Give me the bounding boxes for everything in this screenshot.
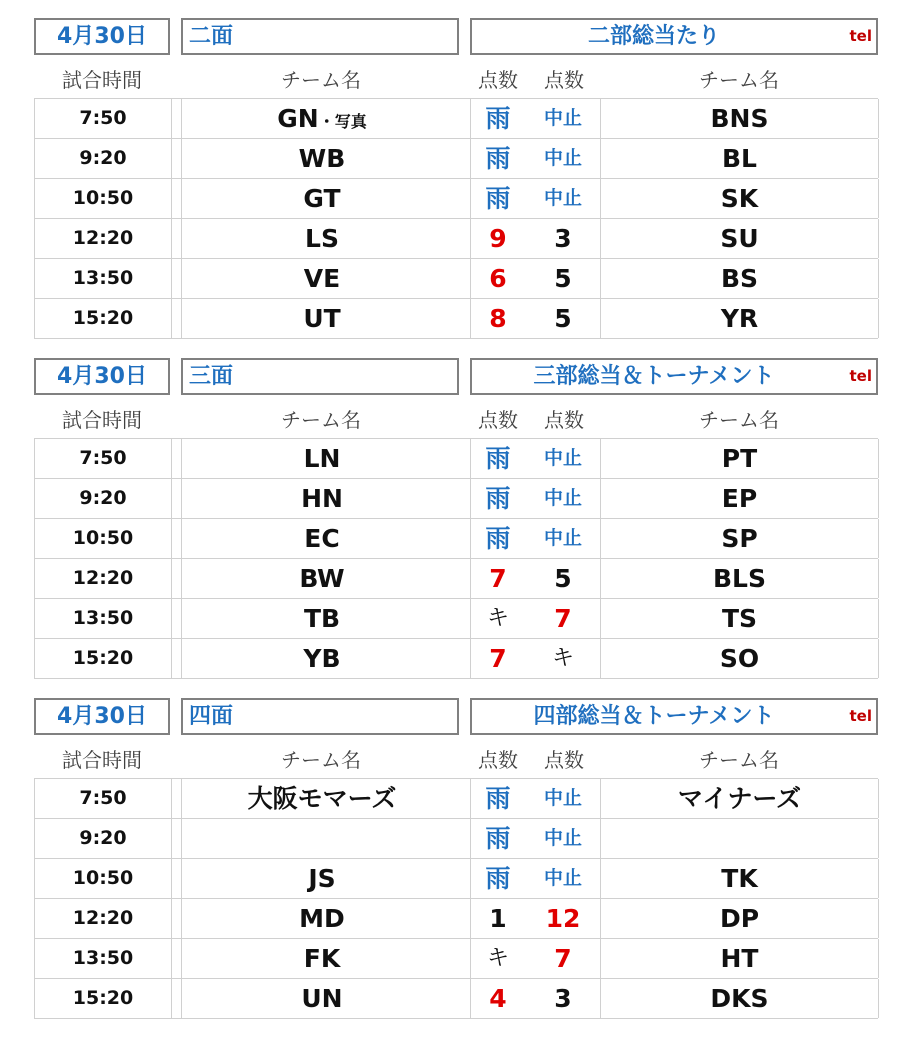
match-time: 7:50 — [34, 99, 171, 138]
score2: 5 — [554, 564, 572, 593]
col-time-header: 試合時間 — [62, 748, 142, 772]
match-time: 9:20 — [34, 139, 171, 178]
col-time-header: 試合時間 — [62, 68, 142, 92]
team1-name: WB — [298, 144, 346, 173]
score1: 9 — [470, 219, 525, 258]
team1-cell — [181, 139, 462, 178]
division-title: 三部総当＆トーナメント — [533, 364, 775, 389]
division-title: 二部総当たり — [587, 24, 720, 49]
table-row — [34, 259, 878, 299]
team1-name: MD — [299, 904, 345, 933]
match-time: 9:20 — [34, 479, 171, 518]
team2-name: SO — [600, 639, 879, 678]
col-team2-header: チーム名 — [699, 748, 779, 772]
col-score2-header: 点数 — [544, 748, 584, 772]
col-score2-header: 点数 — [544, 68, 584, 92]
match-time: 15:20 — [34, 639, 171, 678]
col-team1-header: チーム名 — [281, 68, 361, 92]
results-table — [34, 438, 878, 679]
division-header — [470, 18, 878, 55]
col-team2-header: チーム名 — [699, 68, 779, 92]
team1-note: ・写真 — [318, 112, 367, 131]
team1-name: TB — [303, 604, 341, 633]
table-row — [34, 599, 878, 639]
team1-cell — [181, 779, 462, 818]
team2-name: PT — [600, 439, 879, 478]
table-row — [34, 819, 878, 859]
team2-name: SK — [600, 179, 879, 218]
team1-cell — [181, 639, 462, 678]
score1: 雨 — [470, 479, 525, 518]
tel-link[interactable]: tel — [849, 707, 872, 725]
col-team1-header: チーム名 — [281, 408, 361, 432]
col-team1-header: チーム名 — [281, 748, 361, 772]
score2: 中止 — [543, 867, 582, 889]
team1-name: VE — [303, 264, 341, 293]
match-time: 10:50 — [34, 519, 171, 558]
score1: 6 — [470, 259, 525, 298]
table-row — [34, 779, 878, 819]
match-time: 12:20 — [34, 899, 171, 938]
score1: 雨 — [470, 99, 525, 138]
score2: 3 — [554, 224, 572, 253]
team1-name: LS — [305, 224, 339, 253]
team1-cell — [181, 299, 462, 338]
col-score1-header: 点数 — [478, 68, 518, 92]
match-time: 13:50 — [34, 939, 171, 978]
score1: キ — [470, 939, 525, 978]
col-team2-header: チーム名 — [699, 408, 779, 432]
team1-cell — [181, 259, 462, 298]
team1-cell — [181, 899, 462, 938]
team2-name: SU — [600, 219, 879, 258]
score2: 中止 — [543, 107, 582, 129]
col-time-header: 試合時間 — [62, 408, 142, 432]
score1: 1 — [470, 899, 525, 938]
score1: 雨 — [470, 519, 525, 558]
score1: 雨 — [470, 819, 525, 858]
score2: 5 — [554, 304, 572, 333]
team2-name: EP — [600, 479, 879, 518]
match-time: 13:50 — [34, 599, 171, 638]
score1: 雨 — [470, 179, 525, 218]
table-row — [34, 139, 878, 179]
team2-name: DP — [600, 899, 879, 938]
score1: 7 — [470, 639, 525, 678]
score1: 雨 — [470, 439, 525, 478]
team1-cell — [181, 479, 462, 518]
table-row — [34, 859, 878, 899]
table-row — [34, 439, 878, 479]
score1: 雨 — [470, 139, 525, 178]
table-row — [34, 519, 878, 559]
score1: 雨 — [470, 859, 525, 898]
match-time: 7:50 — [34, 779, 171, 818]
column-headers — [0, 402, 902, 438]
team2-name: TK — [600, 859, 879, 898]
col-score1-header: 点数 — [478, 748, 518, 772]
score2: 3 — [554, 984, 572, 1013]
table-row — [34, 939, 878, 979]
table-row — [34, 559, 878, 599]
team1-name: JS — [308, 864, 336, 893]
score1: 4 — [470, 979, 525, 1018]
team1-name: BW — [299, 564, 345, 593]
col-score2-header: 点数 — [544, 408, 584, 432]
field-header: 四面 — [181, 698, 459, 735]
team1-name: GT — [303, 184, 341, 213]
match-time: 12:20 — [34, 219, 171, 258]
team1-cell — [181, 219, 462, 258]
table-row — [34, 979, 878, 1019]
results-table — [34, 98, 878, 339]
team2-name: TS — [600, 599, 879, 638]
score2: キ — [551, 646, 574, 671]
table-row — [34, 479, 878, 519]
table-row — [34, 639, 878, 679]
table-row — [34, 299, 878, 339]
score2: 中止 — [543, 447, 582, 469]
score2: 中止 — [543, 827, 582, 849]
team2-name: YR — [600, 299, 879, 338]
team2-name: HT — [600, 939, 879, 978]
score2: 中止 — [543, 527, 582, 549]
match-time: 15:20 — [34, 979, 171, 1018]
score1: 雨 — [470, 779, 525, 818]
score2: 7 — [554, 604, 572, 633]
field-header: 二面 — [181, 18, 459, 55]
team1-name: HN — [301, 484, 343, 513]
team1-cell — [181, 439, 462, 478]
col-score1-header: 点数 — [478, 408, 518, 432]
tel-link[interactable]: tel — [849, 367, 872, 385]
match-time: 10:50 — [34, 859, 171, 898]
score2: 中止 — [543, 187, 582, 209]
table-row — [34, 179, 878, 219]
team1-name: EC — [304, 524, 340, 553]
team2-name: BLS — [600, 559, 879, 598]
column-headers — [0, 742, 902, 778]
table-row — [34, 99, 878, 139]
score2: 12 — [545, 904, 581, 933]
match-time: 7:50 — [34, 439, 171, 478]
score2: 中止 — [543, 487, 582, 509]
score2: 7 — [554, 944, 572, 973]
division-header — [470, 358, 878, 395]
team2-name: BL — [600, 139, 879, 178]
team1-cell — [181, 99, 462, 138]
match-time: 13:50 — [34, 259, 171, 298]
team1-cell — [181, 179, 462, 218]
team1-name: LN — [303, 444, 341, 473]
division-header — [470, 698, 878, 735]
date-header: 4月30日 — [34, 698, 170, 735]
column-headers — [0, 62, 902, 98]
team2-name: BS — [600, 259, 879, 298]
score1: キ — [470, 599, 525, 638]
team1-name: 大阪モマーズ — [247, 784, 397, 813]
team1-cell — [181, 519, 462, 558]
division-title: 四部総当＆トーナメント — [533, 704, 775, 729]
date-header: 4月30日 — [34, 18, 170, 55]
team1-name: UT — [303, 304, 341, 333]
team1-cell — [181, 939, 462, 978]
team2-name: マイナーズ — [600, 779, 879, 818]
team2-name — [600, 819, 879, 858]
score2: 中止 — [543, 147, 582, 169]
match-time: 10:50 — [34, 179, 171, 218]
match-time: 12:20 — [34, 559, 171, 598]
table-row — [34, 219, 878, 259]
team1-cell — [181, 979, 462, 1018]
team1-name: FK — [303, 944, 341, 973]
field-header: 三面 — [181, 358, 459, 395]
team1-cell — [181, 819, 462, 858]
table-row — [34, 899, 878, 939]
results-table — [34, 778, 878, 1019]
team1-name: GN — [277, 104, 319, 133]
team2-name: DKS — [600, 979, 879, 1018]
score1: 8 — [470, 299, 525, 338]
team2-name: BNS — [600, 99, 879, 138]
match-time: 15:20 — [34, 299, 171, 338]
date-header: 4月30日 — [34, 358, 170, 395]
tel-link[interactable]: tel — [849, 27, 872, 45]
score2: 5 — [554, 264, 572, 293]
team1-cell — [181, 859, 462, 898]
team2-name: SP — [600, 519, 879, 558]
team1-cell — [181, 599, 462, 638]
team1-name: YB — [303, 644, 341, 673]
team1-name: UN — [301, 984, 343, 1013]
team1-cell — [181, 559, 462, 598]
score1: 7 — [470, 559, 525, 598]
match-time: 9:20 — [34, 819, 171, 858]
score2: 中止 — [543, 787, 582, 809]
